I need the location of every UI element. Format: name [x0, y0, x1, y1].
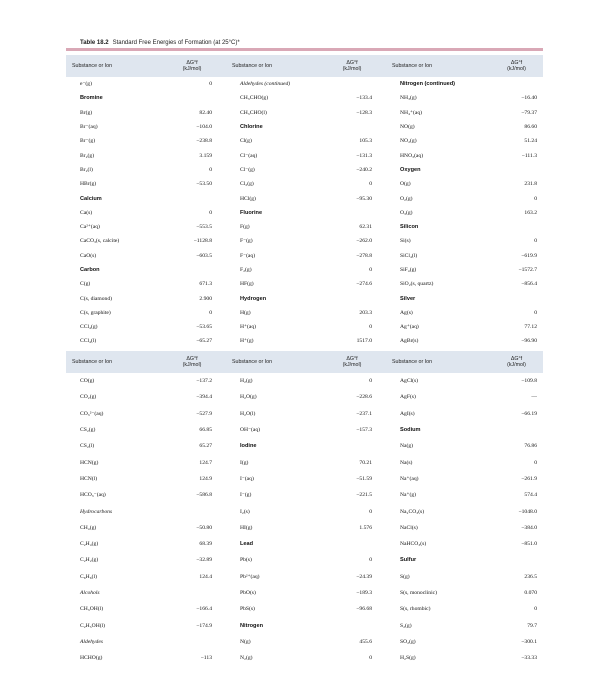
substance-cell: C(s, diamond) — [80, 295, 113, 302]
col-header-value: ΔG°f (kJ/mol) — [326, 351, 378, 373]
free-energy-value: −32.89 — [196, 557, 212, 564]
free-energy-value: 0 — [534, 195, 537, 202]
free-energy-value: −278.8 — [356, 252, 372, 259]
free-energy-value: −1048.0 — [518, 508, 537, 515]
free-energy-value: 0 — [209, 309, 212, 316]
table-row — [66, 291, 543, 305]
free-energy-value: −53.65 — [196, 324, 212, 331]
table-row — [66, 249, 543, 263]
substance-cell: I⁻(g) — [240, 492, 252, 499]
substance-cell: H(g) — [240, 309, 251, 316]
free-energy-value: 203.3 — [359, 309, 372, 316]
free-energy-value: 0 — [534, 459, 537, 466]
substance-cell: PbS(s) — [240, 606, 255, 613]
substance-cell: Br₂(g) — [80, 152, 95, 159]
category-label: Sodium — [400, 427, 421, 434]
substance-cell: OH⁻(aq) — [240, 427, 261, 434]
table-row — [66, 536, 543, 552]
col-header-substance: Substance or Ion — [386, 55, 490, 77]
substance-cell: HCl(g) — [240, 195, 256, 202]
substance-cell: Cl(g) — [240, 138, 252, 145]
free-energy-value: −96.90 — [521, 338, 537, 345]
substance-cell: C₂H₂(g) — [80, 557, 99, 564]
substance-cell: Cl⁻(g) — [240, 166, 255, 173]
free-energy-value: −856.4 — [521, 281, 537, 288]
free-energy-value: 0 — [369, 378, 372, 385]
substance-cell: H⁺(g) — [240, 338, 254, 345]
category-label: Silicon — [400, 224, 419, 231]
category-label: Carbon — [80, 267, 100, 273]
free-energy-value: 574.4 — [524, 492, 537, 499]
free-energy-value: 79.7 — [527, 622, 537, 629]
substance-cell: CO₂(g) — [80, 394, 97, 401]
substance-cell: F⁻(aq) — [240, 252, 256, 259]
substance-cell: S(s, monoclinic) — [400, 590, 437, 596]
table-row — [66, 206, 543, 220]
substance-cell: AgF(s) — [400, 394, 416, 401]
free-energy-value: 105.3 — [359, 138, 372, 145]
col-header-value: ΔG°f (kJ/mol) — [326, 55, 378, 77]
substance-cell: H₂S(g) — [400, 655, 416, 662]
free-energy-value: −33.33 — [521, 655, 537, 662]
substance-cell: CH₄(g) — [80, 524, 97, 531]
table-row — [66, 503, 543, 519]
free-energy-value: — — [531, 394, 537, 401]
free-energy-value: −851.0 — [521, 541, 537, 548]
free-energy-value: −261.9 — [521, 475, 537, 482]
free-energy-value: −96.68 — [356, 606, 372, 613]
table-row — [66, 373, 543, 389]
category-label: Alcohols — [80, 590, 100, 596]
free-energy-value: −1572.7 — [518, 267, 537, 273]
substance-cell: C(s, graphite) — [80, 309, 111, 316]
free-energy-value: −189.3 — [356, 590, 372, 596]
substance-cell: CCl₄(l) — [80, 338, 97, 345]
col-header-substance: Substance or Ion — [226, 351, 326, 373]
free-energy-value: −553.5 — [196, 224, 212, 231]
substance-cell: Br⁻(aq) — [80, 124, 98, 131]
table-row — [66, 422, 543, 438]
substance-cell: C₆H₆(l) — [80, 573, 97, 580]
substance-cell: CO(g) — [80, 378, 95, 385]
free-energy-value: −1128.8 — [193, 238, 212, 245]
free-energy-value: −240.2 — [356, 166, 372, 173]
substance-cell: H₂O(g) — [240, 394, 257, 401]
table-row — [66, 334, 543, 348]
substance-cell: HCN(g) — [80, 459, 99, 466]
substance-cell: SiCl₄(l) — [400, 252, 418, 259]
free-energy-value: −133.4 — [356, 95, 372, 102]
free-energy-value: 1.576 — [359, 524, 372, 531]
substance-cell: NH₄⁺(aq) — [400, 109, 422, 116]
substance-cell: CH₃CHO(l) — [240, 109, 267, 116]
category-label: Lead — [240, 541, 254, 548]
free-energy-value: 124.7 — [199, 459, 212, 466]
substance-cell: e⁻(g) — [80, 81, 92, 88]
table-row — [66, 134, 543, 148]
substance-cell: Na⁺(aq) — [400, 475, 419, 482]
substance-cell: Na(s) — [400, 459, 413, 466]
substance-cell: Ca²⁺(aq) — [80, 224, 100, 231]
category-label: Silver — [400, 295, 416, 302]
substance-cell: SiO₂(s, quartz) — [400, 281, 434, 288]
category-label: Nitrogen (continued) — [400, 81, 455, 88]
free-energy-table-lower — [66, 351, 543, 666]
free-energy-value: −237.1 — [356, 410, 372, 417]
header-row — [66, 55, 543, 77]
table-row — [66, 585, 543, 601]
category-label: Nitrogen — [240, 622, 263, 629]
free-energy-value: 51.24 — [524, 138, 537, 145]
free-energy-value: −384.0 — [521, 524, 537, 531]
substance-cell: CCl₄(g) — [80, 324, 98, 331]
substance-cell: H⁺(aq) — [240, 324, 256, 331]
free-energy-value: 455.6 — [359, 638, 372, 645]
free-energy-value: −394.4 — [196, 394, 212, 401]
free-energy-value: 0 — [369, 655, 372, 662]
table-row — [66, 520, 543, 536]
free-energy-value: −79.37 — [521, 109, 537, 116]
substance-cell: SiF₄(g) — [400, 267, 417, 273]
category-label: Oxygen — [400, 166, 421, 173]
free-energy-value: −111.3 — [521, 152, 537, 159]
category-label: Hydrogen — [240, 295, 267, 302]
free-energy-value: 86.60 — [524, 124, 537, 131]
free-energy-value: −619.9 — [521, 252, 537, 259]
category-label: Iodine — [240, 443, 257, 450]
substance-cell: Na(g) — [400, 443, 414, 450]
substance-cell: Ag(s) — [400, 309, 413, 316]
substance-cell: NO₂(g) — [400, 138, 417, 145]
table-row — [66, 471, 543, 487]
table-row — [66, 177, 543, 191]
substance-cell: CH₃OH(l) — [80, 606, 104, 613]
free-energy-value: 70.21 — [359, 459, 372, 466]
free-energy-value: 0 — [534, 606, 537, 613]
substance-cell: I₂(s) — [240, 508, 250, 515]
free-energy-value: −50.80 — [196, 524, 212, 531]
free-energy-value: −131.3 — [356, 152, 372, 159]
header-row — [66, 351, 543, 373]
category-label: Hydrocarbons — [80, 508, 113, 515]
substance-cell: S(g) — [400, 573, 410, 580]
substance-cell: NH₃(g) — [400, 95, 417, 102]
substance-cell: O(g) — [400, 181, 411, 188]
col-header-value: ΔG°f (kJ/mol) — [490, 351, 543, 373]
substance-cell: Na₂CO₃(s) — [400, 508, 425, 515]
free-energy-value: −137.2 — [196, 378, 212, 385]
substance-cell: F(g) — [240, 224, 250, 231]
free-energy-value: 66.85 — [199, 427, 212, 434]
free-energy-value: −128.3 — [356, 109, 372, 116]
free-energy-value: −586.8 — [196, 492, 212, 499]
table-row — [66, 148, 543, 162]
substance-cell: CS₂(g) — [80, 427, 96, 434]
table-row — [66, 91, 543, 105]
free-energy-value: 671.3 — [199, 281, 212, 288]
substance-cell: Ag⁺(aq) — [400, 324, 419, 331]
category-label: Aldehydes — [80, 638, 103, 645]
substance-cell: NO(g) — [400, 124, 415, 131]
substance-cell: HBr(g) — [80, 181, 97, 188]
substance-cell: S₂(g) — [400, 622, 412, 629]
free-energy-value: 0 — [369, 267, 372, 273]
substance-cell: Pb(s) — [240, 557, 252, 564]
substance-cell: S(s, rhombic) — [400, 606, 431, 613]
substance-cell: HCO₃⁻(aq) — [80, 492, 106, 499]
substance-cell: F⁻(g) — [240, 238, 253, 245]
table-row — [66, 191, 543, 205]
substance-cell: Ca(s) — [80, 209, 93, 216]
table-row — [66, 263, 543, 277]
free-energy-value: −16.40 — [521, 95, 537, 102]
table-caption — [80, 40, 240, 46]
free-energy-value: 3.159 — [199, 152, 212, 159]
table-row — [66, 454, 543, 470]
free-energy-value: −166.4 — [196, 606, 212, 613]
table-row — [66, 634, 543, 650]
free-energy-value: 0 — [369, 181, 372, 188]
table-row — [66, 234, 543, 248]
free-energy-value: 0 — [369, 324, 372, 331]
substance-cell: I(g) — [240, 459, 249, 466]
substance-cell: H₂(g) — [240, 378, 253, 385]
category-label: Fluorine — [240, 209, 263, 216]
substance-cell: HF(g) — [240, 281, 254, 288]
table-row — [66, 569, 543, 585]
free-energy-value: 231.8 — [524, 181, 537, 188]
table-row — [66, 220, 543, 234]
col-header-value: ΔG°f (kJ/mol) — [490, 55, 543, 77]
col-header-substance: Substance or Ion — [386, 351, 490, 373]
substance-cell: HNO₃(aq) — [400, 152, 424, 159]
col-header-substance: Substance or Ion — [66, 55, 166, 77]
free-energy-value: −65.27 — [196, 338, 212, 345]
substance-cell: H₂O(l) — [240, 410, 256, 417]
free-energy-value: 0 — [209, 209, 212, 216]
substance-cell: Br⁻(g) — [80, 138, 96, 145]
free-energy-value: −262.0 — [356, 238, 372, 245]
substance-cell: CH₃CHO(g) — [240, 95, 269, 102]
table-row — [66, 406, 543, 422]
free-energy-value: −300.1 — [521, 638, 537, 645]
free-energy-value: −104.0 — [196, 124, 212, 131]
free-energy-value: 0 — [369, 508, 372, 515]
substance-cell: C₂H₄(g) — [80, 541, 99, 548]
col-header-substance: Substance or Ion — [226, 55, 326, 77]
substance-cell: CaCO₃(s, calcite) — [80, 238, 120, 245]
free-energy-value: −53.50 — [196, 181, 212, 188]
free-energy-value: 0.070 — [524, 590, 537, 596]
free-energy-value: 77.12 — [524, 324, 537, 331]
substance-cell: HI(g) — [240, 524, 253, 531]
table-row — [66, 552, 543, 568]
col-header-substance: Substance or Ion — [66, 351, 166, 373]
free-energy-value: 65.27 — [199, 443, 212, 450]
substance-cell: N₂(g) — [240, 655, 253, 662]
table-row — [66, 650, 543, 666]
substance-cell: Br(g) — [80, 109, 93, 116]
free-energy-value: −527.9 — [196, 410, 212, 417]
substance-cell: HCHO(g) — [80, 655, 103, 662]
free-energy-value: −228.6 — [356, 394, 372, 401]
free-energy-value: 68.39 — [199, 541, 212, 548]
free-energy-value: 0 — [209, 81, 212, 88]
substance-cell: F₂(g) — [240, 267, 252, 273]
free-energy-value: 236.5 — [524, 573, 537, 580]
substance-cell: C(g) — [80, 281, 91, 288]
substance-cell: Cl⁻(aq) — [240, 152, 258, 159]
table-row — [66, 617, 543, 633]
free-energy-value: 124.9 — [199, 475, 212, 482]
free-energy-value: −221.5 — [356, 492, 372, 499]
table-number: Table 18.2 — [80, 40, 109, 46]
table-row — [66, 306, 543, 320]
free-energy-value: 62.31 — [359, 224, 372, 231]
free-energy-value: 2.900 — [199, 295, 212, 302]
free-energy-value: 0 — [209, 166, 212, 173]
substance-cell: Si(s) — [400, 238, 411, 245]
substance-cell: I⁻(aq) — [240, 475, 254, 482]
category-label: Aldehydes (continued) — [240, 81, 291, 88]
substance-cell: CaO(s) — [80, 252, 97, 259]
substance-cell: N(g) — [240, 638, 251, 645]
substance-cell: NaCl(s) — [400, 524, 418, 531]
free-energy-value: −157.3 — [356, 427, 372, 434]
table-row — [66, 320, 543, 334]
table-row — [66, 106, 543, 120]
free-energy-value: 0 — [369, 557, 372, 564]
substance-cell: Br₂(l) — [80, 166, 93, 173]
free-energy-value: 163.2 — [524, 209, 537, 216]
free-energy-value: 0 — [534, 309, 537, 316]
substance-cell: PbO(s) — [240, 590, 256, 596]
table-row — [66, 438, 543, 454]
table-row — [66, 77, 543, 91]
free-energy-value: −603.5 — [196, 252, 212, 259]
col-header-value: ΔG°f (kJ/mol) — [166, 351, 218, 373]
category-label: Calcium — [80, 195, 102, 202]
table-title: Standard Free Energies of Formation (at 25°C)* — [112, 40, 240, 46]
substance-cell: O₂(g) — [400, 195, 413, 202]
free-energy-value: −274.6 — [356, 281, 372, 288]
substance-cell: Na⁺(g) — [400, 492, 416, 499]
category-label: Sulfur — [400, 557, 417, 564]
table-row — [66, 487, 543, 503]
free-energy-value: −24.39 — [356, 573, 372, 580]
free-energy-value: 1517.0 — [356, 338, 372, 345]
substance-cell: Cl₂(g) — [240, 181, 254, 188]
table-row — [66, 277, 543, 291]
substance-cell: AgCl(s) — [400, 378, 419, 385]
substance-cell: HCN(l) — [80, 475, 98, 482]
free-energy-value: −174.9 — [196, 622, 212, 629]
table-row — [66, 120, 543, 134]
free-energy-value: 82.40 — [199, 109, 212, 116]
textbook-table-page — [66, 30, 543, 662]
substance-cell: NaHCO₃(s) — [400, 541, 427, 548]
substance-cell: CS₂(l) — [80, 443, 95, 450]
free-energy-value: 0 — [534, 238, 537, 245]
free-energy-value: −238.8 — [196, 138, 212, 145]
caption-rule — [66, 48, 543, 51]
substance-cell: SO₂(g) — [400, 638, 416, 645]
category-label: Chlorine — [240, 124, 263, 131]
substance-cell: AgBr(s) — [400, 338, 419, 345]
col-header-value: ΔG°f (kJ/mol) — [166, 55, 218, 77]
substance-cell: CO₃²⁻(aq) — [80, 410, 104, 417]
category-label: Bromine — [80, 95, 103, 102]
substance-cell: AgI(s) — [400, 410, 415, 417]
free-energy-value: 76.86 — [524, 443, 537, 450]
free-energy-value: −113 — [200, 655, 212, 662]
free-energy-value: −66.19 — [521, 410, 537, 417]
table-row — [66, 389, 543, 405]
table-row — [66, 601, 543, 617]
table-row — [66, 163, 543, 177]
free-energy-value: −109.8 — [521, 378, 537, 385]
substance-cell: O₃(g) — [400, 209, 413, 216]
substance-cell: C₂H₅OH(l) — [80, 622, 106, 629]
free-energy-value: −51.59 — [356, 475, 372, 482]
free-energy-table-upper — [66, 55, 543, 349]
substance-cell: Pb²⁺(aq) — [240, 573, 260, 580]
free-energy-value: 124.4 — [199, 573, 212, 580]
free-energy-value: −95.30 — [356, 195, 372, 202]
